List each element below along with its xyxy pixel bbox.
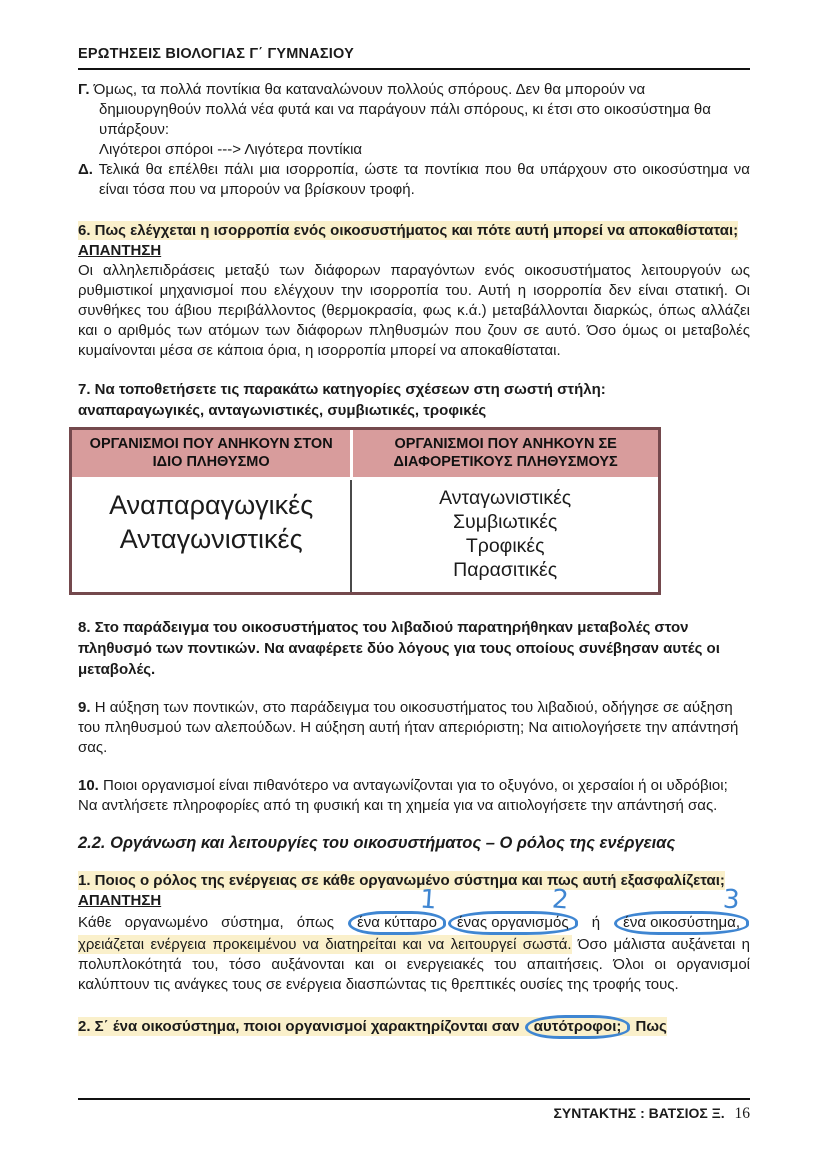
answer-label-q1: ΑΠΑΝΤΗΣΗ <box>78 892 162 909</box>
paragraph-gamma-text: Όμως, τα πολλά ποντίκια θα καταναλώνουν πολλούς σπόρους. Δεν θα μπορούν να δημιουργηθούν πολλά νέα φυτά και να παράγουν πάλι σπόρους, κι έτσι στο οικοσύστημα θα υπάρξουν: <box>93 81 711 138</box>
paragraph-gamma <box>78 80 750 160</box>
relations-table-header-row <box>72 430 658 480</box>
footer-page-number: 16 <box>734 1105 750 1122</box>
circled-word-cell: ένα κύτταρο <box>357 914 437 931</box>
circled-word-organism: ένας οργανισμός <box>456 914 569 931</box>
question-2-title <box>78 1015 750 1039</box>
question-6-highlight: 6. Πως ελέγχεται η ισορροπία ενός οικοσυστήματος και πότε αυτή μπορεί να αποκαθίσταται; <box>78 222 739 239</box>
pen-circle-1 <box>348 884 446 935</box>
table-item: Ανταγωνιστικές <box>119 524 303 554</box>
answer-rest: Όσο μάλιστα αυξάνεται η πολυπλοκότητά του, τόσο αυξάνονται και οι ενεργειακές του απαιτήσεις. Όλοι οι οργανισμοί καλύπτουν τις ανάγκες τους σε ενέργεια διασπώντας τις θρεπτικές ουσίες της τροφής τους. <box>78 936 750 993</box>
col-same-population-cell <box>72 480 350 592</box>
paragraph-gamma-label: Γ. <box>78 81 90 98</box>
answer-connector: ή <box>591 914 601 931</box>
pen-circle-2 <box>448 884 578 935</box>
table-item: Τροφικές <box>465 535 545 557</box>
pen-circle-autotrophs <box>525 1015 631 1039</box>
question-7-title: 7. Να τοποθετήσετε τις παρακάτω κατηγορίες σχέσεων στη σωστή στήλη: αναπαραγωγικές, ανταγωνιστικές, συμβιωτικές, τροφικές <box>78 381 606 419</box>
table-item: Συμβιωτικές <box>453 511 558 533</box>
circled-word-ecosystem: ένα οικοσύστημα, <box>623 914 740 931</box>
pen-circle-3 <box>614 884 749 935</box>
question-1-highlight: 1. Ποιος ο ρόλος της ενέργειας σε κάθε οργανωμένο σύστημα και πως αυτή εξασφαλίζεται; <box>78 872 725 889</box>
question-1-title <box>78 870 750 891</box>
header-title: ΕΡΩΤΗΣΕΙΣ ΒΙΟΛΟΓΙΑΣ Γ΄ ΓΥΜΝΑΣΙΟΥ <box>78 46 354 62</box>
relations-table <box>69 427 661 595</box>
paragraph-delta-label: Δ. <box>78 161 93 178</box>
question-2-highlight: 2. Σ΄ ένα οικοσύστημα, ποιοι οργανισμοί χαρακτηρίζονται σαν αυτότροφοι; Πως <box>78 1017 667 1036</box>
pen-number-2: 2 <box>551 884 570 916</box>
question-8: 8. Στο παράδειγμα του οικοσυστήματος του λιβαδιού παρατηρήθηκαν μεταβολές στον πληθυσμό των ποντικών. Να αναφέρετε δύο λόγους για τους οποίους συνέβησαν αυτές οι μεταβολές. <box>78 619 720 678</box>
answer-highlighted-segment: χρειάζεται ενέργεια προκειμένου να διατηρείται και να λειτουργεί σωστά. <box>78 936 572 953</box>
answer-intro: Κάθε οργανωμένο σύστημα, όπως <box>78 914 334 931</box>
page-header <box>78 44 750 70</box>
paragraph-delta-text: Τελικά θα επέλθει πάλι μια ισορροπία, ώστε τα ποντίκια που θα υπάρχουν στο οικοσύστημα να είναι τόσα που να μπορούν να βρίσκουν τροφή. <box>98 161 750 198</box>
footer-author: ΣΥΝΤΑΚΤΗΣ : ΒΑΤΣΙΟΣ Ξ. <box>553 1105 725 1121</box>
question-6-answer: Οι αλληλεπιδράσεις μεταξύ των διάφορων παραγόντων ενός οικοσυστήματος λειτουργούν ως ρυθμιστικοί μηχανισμοί που ελέγχουν την ισορροπία του. Αυτή η ισορροπία δεν είναι στατική. Οι συνθήκες του άβιου περιβάλλοντος (θερμοκρασία, φως κ.ά.) μεταβάλλονται διαρκώς, όπως αλλάζει και ο αριθμός των ατόμων των διάφορων πληθυσμών που ζουν σε αυτό. Όσο όμως οι μεταβολές κυμαίνονται μέσα σε κάποια όρια, η ισορροπία μπορεί να αποκαθίσταται. <box>78 262 750 359</box>
question-9: 9. Η αύξηση των ποντικών, στο παράδειγμα του οικοσυστήματος του λιβαδιού, οδήγησε σε αύξηση του πληθυσμού των αλεπούδων. Η αύξηση αυτή ήταν απεριόριστη; Να αιτιολογήσετε την απάντησή σας. <box>78 699 739 756</box>
paragraph-delta <box>78 160 750 200</box>
col-different-populations-cell <box>350 480 658 592</box>
answer-label-q6: ΑΠΑΝΤΗΣΗ <box>78 242 162 259</box>
circled-word-autotrophs: αυτότροφοι; <box>533 1018 622 1035</box>
table-item: Ανταγωνιστικές <box>439 487 572 509</box>
seeds-mice-formula: Λιγότεροι σπόροι ---> Λιγότερα ποντίκια <box>99 141 363 158</box>
col-different-populations-header: ΟΡΓΑΝΙΣΜΟΙ ΠΟΥ ΑΝΗΚΟΥΝ ΣΕ ΔΙΑΦΟΡΕΤΙΚΟΥΣ ΠΛΗΘΥΣΜΟΥΣ <box>350 430 658 480</box>
table-item: Παρασιτικές <box>453 559 558 581</box>
question-10: 10. Ποιοι οργανισμοί είναι πιθανότερο να ανταγωνίζονται για το οξυγόνο, οι χερσαίοι ή οι υδρόβιοι; Να αντλήσετε πληροφορίες από τη φυσική και τη χημεία για να αιτιολογήσετε την απάντησή σας. <box>78 777 728 814</box>
col-same-population-header: ΟΡΓΑΝΙΣΜΟΙ ΠΟΥ ΑΝΗΚΟΥΝ ΣΤΟΝ ΙΔΙΟ ΠΛΗΘΥΣΜΟ <box>72 430 350 480</box>
pen-number-1: 1 <box>419 884 439 916</box>
table-item: Αναπαραγωγικές <box>109 490 314 520</box>
relations-table-body-row <box>72 480 658 592</box>
pen-number-3: 3 <box>722 884 742 916</box>
question-6-title <box>78 220 750 241</box>
page-footer <box>78 1098 750 1124</box>
section-heading-2-2: 2.2. Οργάνωση και λειτουργίες του οικοσυστήματος – Ο ρόλος της ενέργειας <box>78 834 676 852</box>
